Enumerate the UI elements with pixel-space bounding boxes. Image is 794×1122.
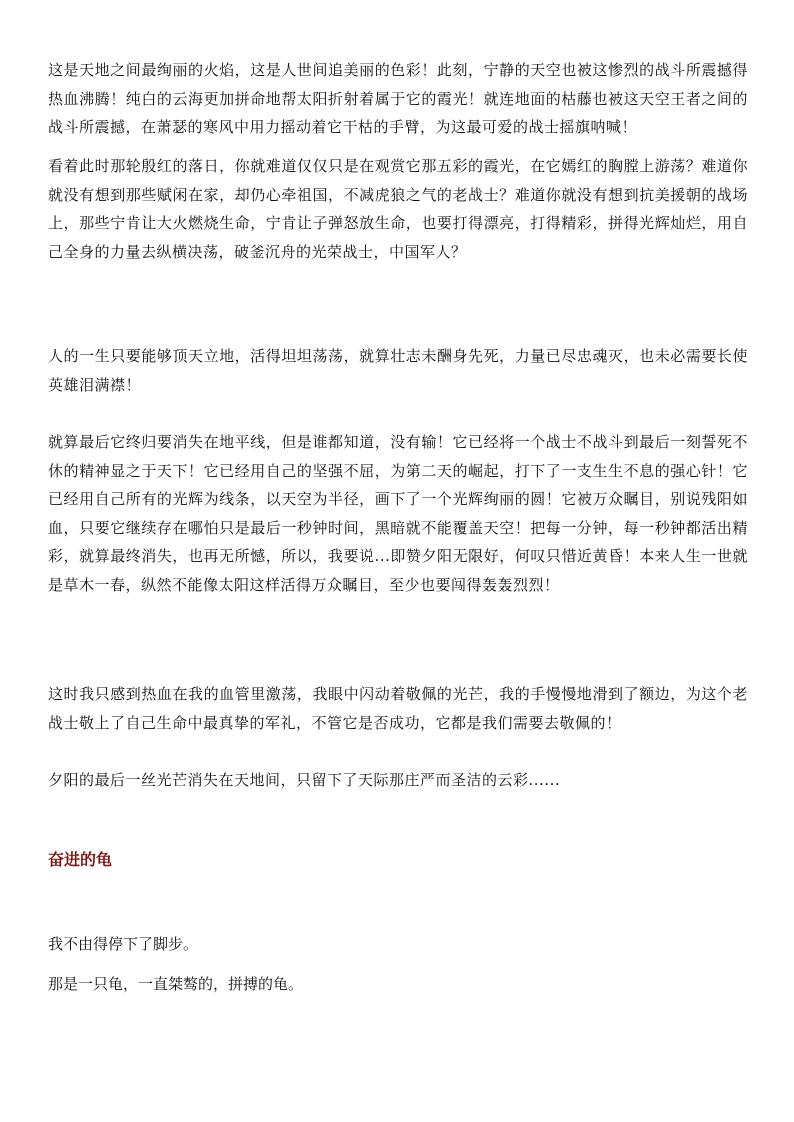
paragraph-4: 就算最后它终归要消失在地平线，但是谁都知道，没有输！它已经将一个战士不战斗到最后一刻誓死不休的精神显之于天下！它已经用自己的坚强不屈，为第二天的崛起，打下了一支生生不息的强心针！它已经用自己所有的光辉为线条，以天空为半径，画下了一个光辉绚丽的圆！它被万众瞩目，别说残阳如血，只要它继续存在哪怕只是最后一秒钟时间，黑暗就不能覆盖天空！把每一分钟，每一秒钟都活出精彩，就算最终消失，也再无所憾，所以，我要说...即赞夕阳无限好，何叹只惜近黄昏！本来人生一世就是草木一春，纵然不能像太阳这样活得万众瞩目，至少也要闯得轰轰烈烈！ [48, 433, 748, 594]
paragraph-6: 夕阳的最后一丝光芒消失在天地间，只留下了天际那庄严而圣洁的云彩...... [48, 771, 561, 789]
section-title: 奋进的龟 [48, 850, 113, 869]
paragraph-5: 这时我只感到热血在我的血管里激荡，我眼中闪动着敬佩的光芒，我的手慢慢地滑到了额边，为这个老战士敬上了自己生命中最真挚的军礼，不管它是否成功，它都是我们需要去敬佩的！ [48, 685, 748, 732]
paragraph-2: 看着此时那轮殷红的落日，你就难道仅仅只是在观赏它那五彩的霞光，在它嫣红的胸膛上游荡？难道你就没有想到那些赋闲在家，却仍心牵祖国，不减虎狼之气的老战士？难道你就没有想到抗美援朝的战场上，那些宁肯让大火燃烧生命，宁肯让子弹怒放生命，也要打得漂亮，打得精彩，拼得光辉灿烂，用自己全身的力量去纵横决荡，破釜沉舟的光荣战士，中国军人？ [48, 157, 748, 261]
section-line-2: 那是一只龟，一直桀骜的，拼搏的龟。 [48, 975, 304, 993]
section-line-1: 我不由得停下了脚步。 [48, 935, 199, 953]
paragraph-3: 人的一生只要能够顶天立地，活得坦坦荡荡，就算壮志未酬身先死，力量已尽忠魂灭，也未必需要长使英雄泪满襟！ [48, 347, 748, 394]
paragraph-1: 这是天地之间最绚丽的火焰，这是人世间追美丽的色彩！此刻，宁静的天空也被这惨烈的战斗所震撼得热血沸腾！纯白的云海更加拼命地帮太阳折射着属于它的霞光！就连地面的枯藤也被这天空王者之间的战斗所震撼，在萧瑟的寒风中用力摇动着它干枯的手臂，为这最可爱的战士摇旗呐喊！ [48, 61, 748, 136]
